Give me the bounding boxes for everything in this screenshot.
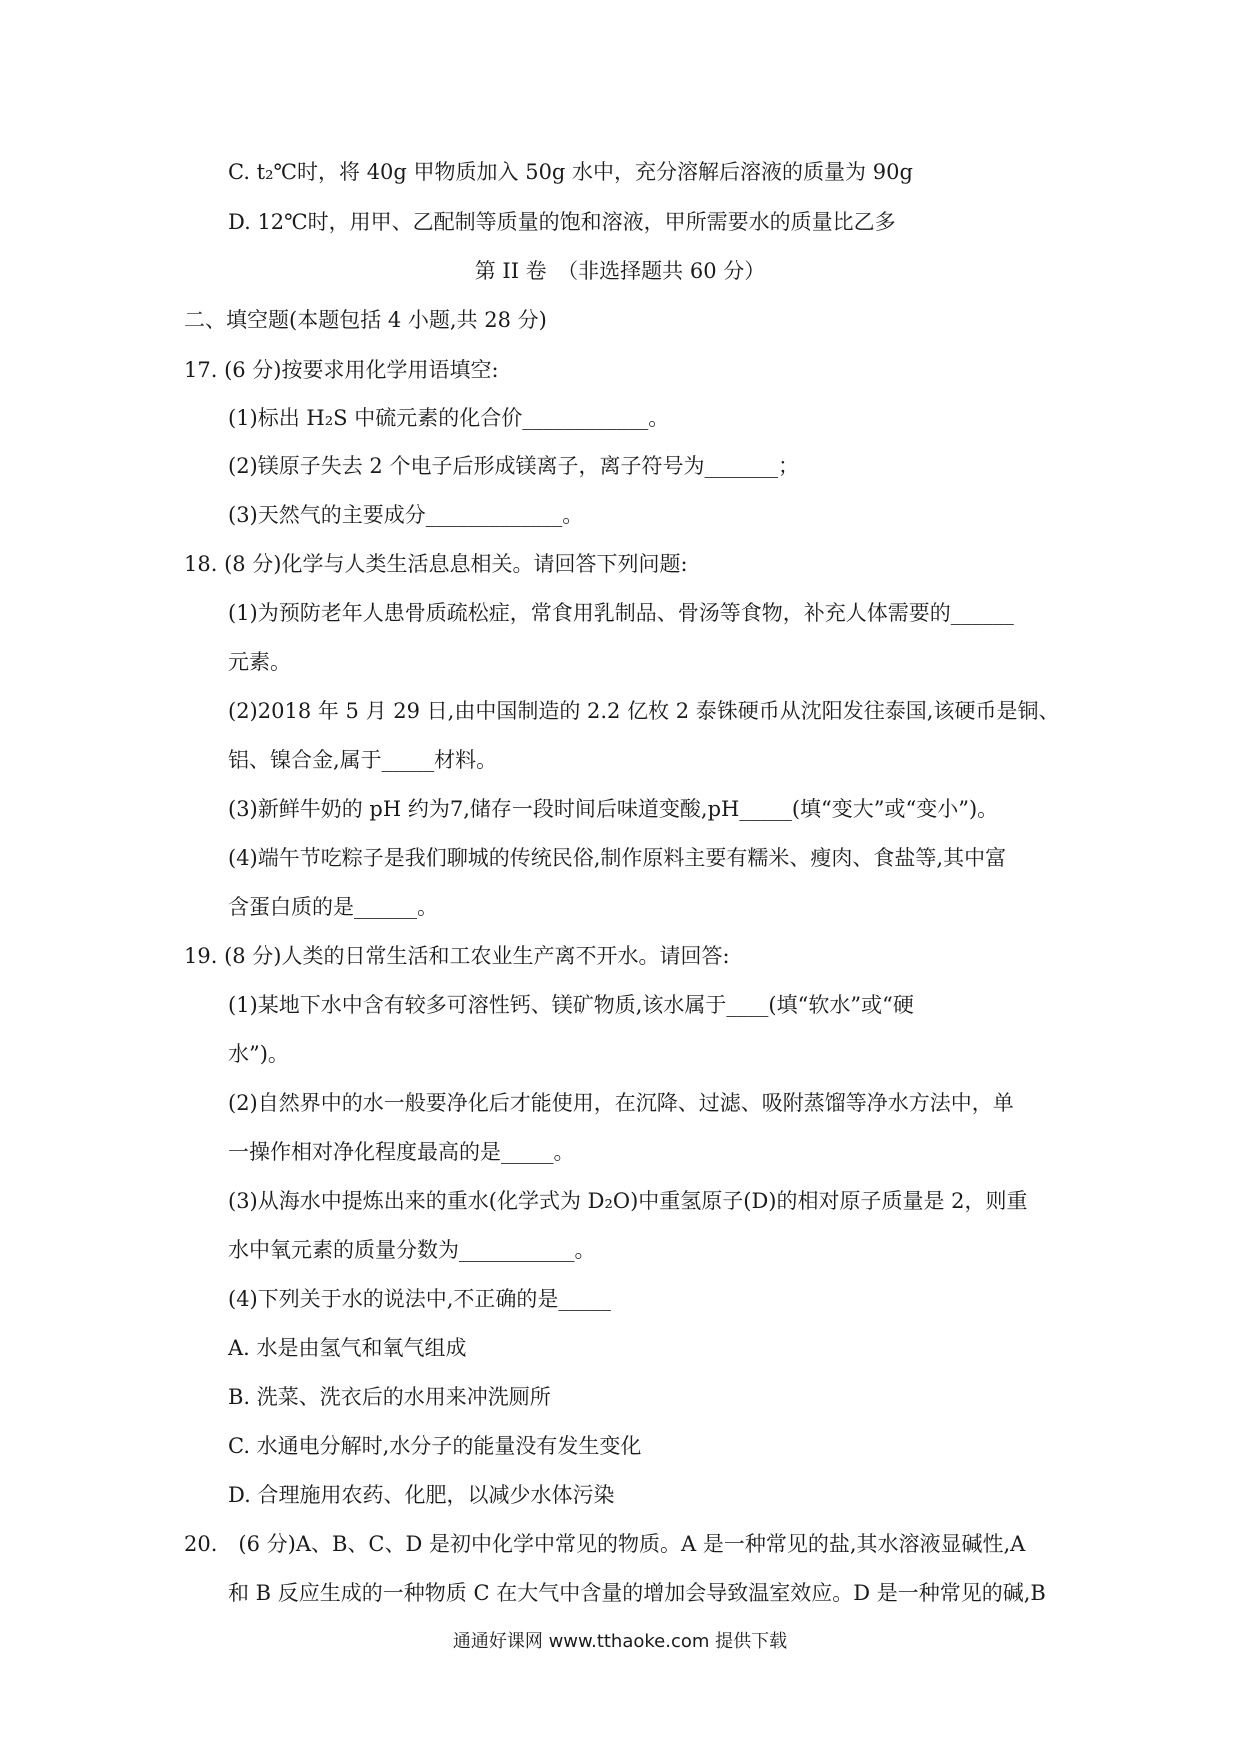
question-19-item-1: (1)某地下水中含有较多可溶性钙、镁矿物质,该水属于____(填“软水”或“硬 <box>228 993 914 1017</box>
question-19-item-2: (2)自然界中的水一般要净化后才能使用，在沉降、过滤、吸附蒸馏等净水方法中，单 <box>228 1091 1014 1115</box>
section-title: 第 II 卷 （非选择题共 60 分） <box>474 259 766 283</box>
question-19-item-3-cont: 水中氧元素的质量分数为___________。 <box>228 1238 596 1262</box>
question-18-item-1: (1)为预防老年人患骨质疏松症，常食用乳制品、骨汤等食物，补充人体需要的______ <box>228 601 1014 625</box>
option-d-previous: D. 12℃时，用甲、乙配制等质量的饱和溶液，甲所需要水的质量比乙多 <box>228 210 896 234</box>
question-19-option-c: C. 水通电分解时,水分子的能量没有发生变化 <box>228 1434 642 1458</box>
question-19-option-a: A. 水是由氢气和氧气组成 <box>228 1336 467 1360</box>
part-heading: 二、填空题(本题包括 4 小题,共 28 分) <box>184 308 547 332</box>
question-17-item-3: (3)天然气的主要成分_____________。 <box>228 503 584 527</box>
question-18-item-2: (2)2018 年 5 月 29 日,由中国制造的 2.2 亿枚 2 泰铢硬币从沈阳发往泰国,该硬币是铜、 <box>228 699 1060 723</box>
question-19-item-4: (4)下列关于水的说法中,不正确的是_____ <box>228 1287 611 1311</box>
question-18: 18. (8 分)化学与人类生活息息相关。请回答下列问题: <box>184 552 688 576</box>
question-17-item-1: (1)标出 H₂S 中硫元素的化合价____________。 <box>228 406 670 430</box>
question-20: 20. (6 分)A、B、C、D 是初中化学中常见的物质。A 是一种常见的盐,其水溶液显碱性,A <box>184 1532 1026 1556</box>
question-18-item-1-cont: 元素。 <box>228 650 291 674</box>
question-18-item-4-cont: 含蛋白质的是______。 <box>228 895 438 919</box>
question-19-option-b: B. 洗菜、洗衣后的水用来冲洗厕所 <box>228 1385 551 1409</box>
question-17: 17. (6 分)按要求用化学用语填空: <box>184 358 499 382</box>
question-19-item-2-cont: 一操作相对净化程度最高的是_____。 <box>228 1140 575 1164</box>
question-19-option-d: D. 合理施用农药、化肥，以减少水体污染 <box>228 1483 615 1507</box>
option-c-previous: C. t₂℃时，将 40g 甲物质加入 50g 水中，充分溶解后溶液的质量为 90g <box>228 160 913 184</box>
question-18-item-2-cont: 铝、镍合金,属于_____材料。 <box>228 748 498 772</box>
question-18-item-3: (3)新鲜牛奶的 pH 约为7,储存一段时间后味道变酸,pH_____(填“变大”或“变小”)。 <box>228 797 999 821</box>
question-19: 19. (8 分)人类的日常生活和工农业生产离不开水。请回答: <box>184 944 730 968</box>
question-20-cont: 和 B 反应生成的一种物质 C 在大气中含量的增加会导致温室效应。D 是一种常见的碱,B <box>228 1581 1046 1605</box>
question-17-item-2: (2)镁原子失去 2 个电子后形成镁离子，离子符号为_______； <box>228 454 799 478</box>
page-footer: 通通好课网 www.tthaoke.com 提供下载 <box>452 1631 788 1652</box>
question-19-item-1-cont: 水”)。 <box>228 1042 289 1066</box>
question-19-item-3: (3)从海水中提炼出来的重水(化学式为 D₂O)中重氢原子(D)的相对原子质量是 2，则重 <box>228 1189 1028 1213</box>
question-18-item-4: (4)端午节吃粽子是我们聊城的传统民俗,制作原料主要有糯米、瘦肉、食盐等,其中富 <box>228 846 1007 870</box>
